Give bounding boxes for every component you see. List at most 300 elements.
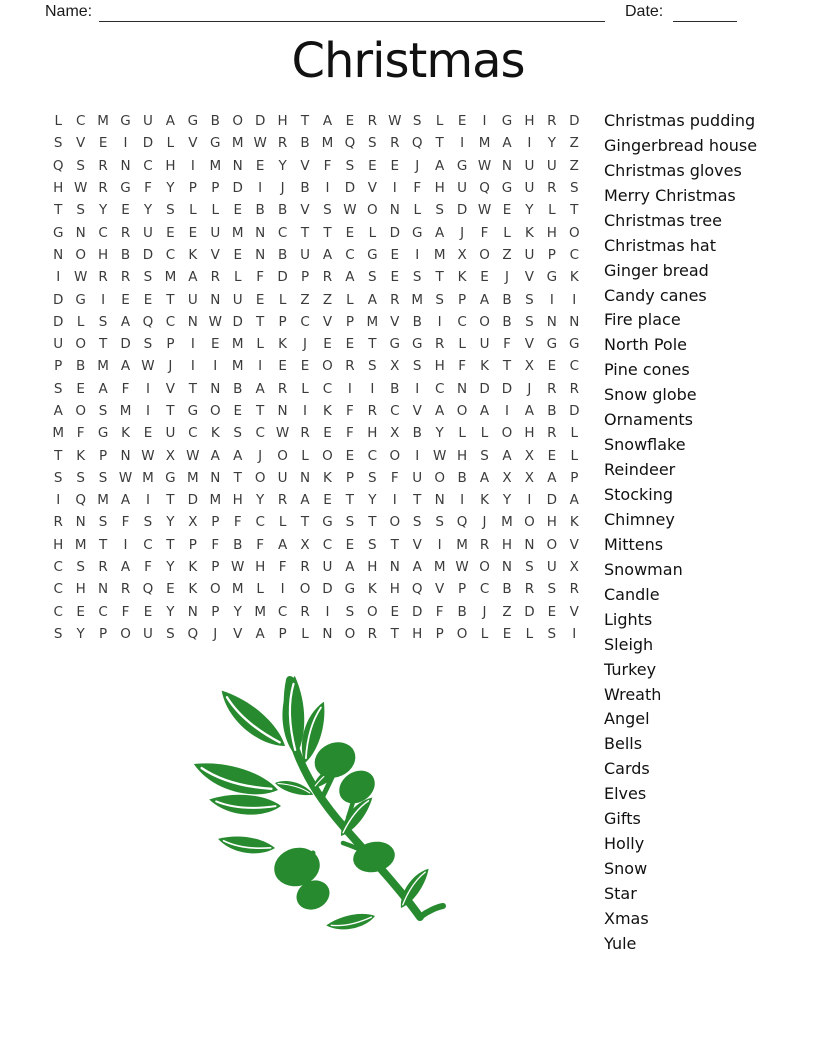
grid-letter: M: [321, 135, 334, 152]
grid-letter: E: [300, 358, 310, 375]
word-list-item: Yule: [604, 933, 637, 953]
grid-letter: Y: [278, 157, 287, 174]
grid-letter: H: [98, 246, 109, 263]
grid-letter: Q: [142, 581, 154, 598]
grid-letter: S: [143, 269, 153, 286]
grid-letter: A: [524, 403, 535, 419]
grid-letter: M: [411, 291, 424, 308]
word-list-item: Snow: [604, 859, 648, 879]
grid-letter: J: [213, 625, 218, 642]
grid-letter: R: [120, 269, 131, 286]
grid-letter: E: [233, 403, 242, 419]
grid-letter: K: [569, 269, 579, 286]
grid-letter: T: [368, 336, 377, 353]
grid-letter: E: [323, 425, 332, 442]
grid-letter: E: [547, 358, 557, 375]
grid-letter: H: [165, 157, 176, 174]
grid-letter: L: [256, 336, 264, 353]
grid-letter: O: [546, 536, 558, 553]
grid-letter: I: [123, 135, 128, 152]
grid-letter: S: [435, 202, 444, 219]
grid-letter: V: [435, 581, 445, 598]
grid-letter: Y: [435, 425, 444, 442]
grid-letter: B: [210, 113, 220, 130]
grid-letter: J: [460, 224, 465, 241]
grid-letter: S: [53, 625, 63, 642]
grid-letter: E: [188, 224, 198, 241]
grid-letter: G: [97, 425, 109, 442]
grid-letter: I: [325, 180, 330, 197]
grid-letter: E: [121, 202, 130, 219]
grid-letter: X: [524, 469, 535, 486]
grid-letter: K: [569, 514, 579, 531]
grid-letter: O: [389, 447, 401, 464]
grid-letter: G: [120, 180, 131, 197]
grid-letter: T: [166, 403, 175, 419]
grid-letter: C: [75, 113, 86, 130]
grid-letter: G: [501, 113, 513, 130]
grid-letter: I: [190, 157, 195, 174]
grid-letter: N: [389, 559, 400, 576]
grid-letter: O: [299, 581, 311, 598]
grid-letter: N: [457, 380, 468, 397]
grid-letter: E: [143, 291, 153, 308]
grid-letter: H: [255, 559, 266, 576]
grid-letter: T: [256, 313, 265, 330]
grid-letter: B: [277, 202, 288, 219]
grid-letter: I: [460, 135, 465, 152]
grid-letter: R: [390, 291, 400, 308]
grid-letter: F: [121, 514, 130, 531]
grid-letter: E: [390, 157, 400, 174]
grid-letter: C: [569, 358, 579, 375]
grid-letter: Z: [569, 157, 579, 174]
grid-letter: R: [277, 380, 288, 397]
grid-letter: R: [547, 180, 557, 197]
word-list-item: Wreath: [604, 684, 662, 704]
grid-letter: C: [165, 313, 176, 330]
word-list-item: Christmas hat: [604, 235, 716, 255]
grid-letter: E: [345, 447, 355, 464]
grid-letter: O: [456, 403, 468, 419]
grid-letter: H: [367, 559, 378, 576]
grid-letter: L: [413, 202, 421, 219]
grid-letter: B: [412, 425, 422, 442]
grid-letter: K: [457, 269, 467, 286]
grid-letter: S: [76, 469, 85, 486]
grid-letter: W: [118, 469, 133, 486]
grid-letter: I: [325, 603, 330, 620]
grid-letter: U: [53, 336, 64, 353]
word-list-item: Cards: [604, 759, 650, 779]
grid-letter: V: [569, 603, 579, 620]
grid-letter: A: [479, 469, 490, 486]
word-list-item: Stocking: [604, 485, 674, 505]
grid-letter: F: [346, 425, 354, 442]
grid-letter: N: [569, 313, 580, 330]
grid-letter: M: [209, 492, 222, 509]
grid-letter: B: [255, 202, 265, 219]
grid-letter: U: [546, 559, 557, 576]
grid-letter: T: [435, 135, 444, 152]
word-list-item: Gifts: [604, 809, 641, 829]
grid-letter: Y: [233, 603, 242, 620]
grid-letter: A: [53, 403, 63, 419]
grid-letter: A: [479, 403, 490, 419]
grid-letter: Y: [166, 180, 175, 197]
word-list-item: Turkey: [604, 659, 657, 679]
grid-letter: V: [412, 403, 422, 419]
grid-letter: U: [412, 469, 423, 486]
grid-letter: P: [211, 180, 220, 197]
grid-letter: S: [143, 336, 153, 353]
grid-letter: M: [164, 269, 177, 286]
grid-letter: O: [456, 625, 468, 642]
grid-letter: O: [524, 514, 535, 531]
grid-letter: L: [458, 425, 466, 442]
grid-letter: L: [76, 313, 85, 330]
grid-letter: C: [569, 246, 579, 263]
grid-letter: R: [98, 157, 108, 174]
grid-letter: B: [390, 380, 400, 397]
grid-letter: C: [255, 514, 265, 531]
grid-letter: T: [390, 625, 399, 642]
grid-letter: T: [233, 469, 242, 486]
grid-letter: W: [231, 559, 245, 576]
grid-letter: D: [479, 380, 490, 397]
grid-letter: S: [525, 313, 534, 330]
grid-letter: O: [501, 425, 513, 442]
grid-letter: M: [231, 581, 244, 598]
grid-letter: S: [435, 514, 444, 531]
grid-letter: N: [501, 157, 513, 174]
grid-letter: O: [367, 202, 378, 219]
grid-letter: P: [547, 246, 556, 263]
grid-letter: O: [389, 514, 401, 531]
grid-letter: I: [190, 336, 195, 353]
grid-letter: Y: [166, 603, 175, 620]
grid-letter: S: [76, 559, 85, 576]
grid-letter: M: [97, 113, 109, 130]
grid-letter: E: [255, 291, 265, 308]
grid-letter: I: [415, 447, 420, 464]
grid-letter: N: [53, 246, 64, 263]
grid-letter: I: [280, 581, 285, 598]
grid-letter: S: [53, 135, 63, 152]
grid-letter: C: [322, 380, 333, 397]
grid-letter: O: [322, 447, 333, 464]
grid-letter: B: [233, 536, 243, 553]
grid-letter: A: [188, 269, 198, 286]
grid-letter: E: [76, 603, 85, 620]
grid-letter: B: [502, 291, 512, 308]
grid-letter: A: [120, 559, 131, 576]
grid-letter: N: [120, 157, 131, 174]
grid-letter: O: [75, 403, 86, 419]
grid-letter: G: [569, 336, 580, 353]
word-list-item: Fire place: [604, 310, 681, 330]
grid-letter: R: [367, 625, 378, 642]
grid-letter: T: [166, 291, 175, 308]
grid-letter: G: [75, 291, 86, 308]
grid-letter: R: [277, 135, 288, 152]
grid-letter: N: [322, 625, 333, 642]
grid-letter: S: [412, 113, 422, 130]
word-list-item: Merry Christmas: [604, 185, 736, 205]
grid-letter: E: [502, 625, 512, 642]
grid-letter: A: [547, 469, 557, 486]
grid-letter: C: [457, 313, 467, 330]
grid-letter: E: [76, 380, 85, 397]
grid-letter: G: [52, 224, 64, 241]
grid-letter: I: [504, 403, 509, 419]
grid-letter: X: [390, 358, 400, 375]
grid-letter: Y: [525, 202, 534, 219]
grid-letter: C: [367, 447, 378, 464]
grid-letter: V: [524, 269, 535, 286]
grid-letter: O: [232, 113, 244, 130]
grid-letter: S: [525, 559, 534, 576]
grid-letter: L: [346, 291, 354, 308]
grid-letter: N: [98, 581, 109, 598]
grid-letter: H: [389, 581, 400, 598]
grid-letter: U: [546, 157, 557, 174]
grid-letter: U: [187, 291, 198, 308]
grid-letter: A: [322, 246, 333, 263]
grid-letter: M: [231, 358, 244, 375]
grid-letter: R: [547, 425, 557, 442]
grid-letter: T: [166, 536, 175, 553]
grid-letter: D: [569, 403, 580, 419]
grid-letter: U: [210, 224, 221, 241]
grid-letter: H: [434, 180, 445, 197]
grid-letter: N: [389, 202, 400, 219]
grid-letter: P: [211, 514, 220, 531]
grid-letter: I: [145, 403, 150, 419]
grid-letter: E: [278, 358, 287, 375]
grid-letter: A: [435, 403, 445, 419]
grid-letter: S: [368, 536, 377, 553]
grid-letter: E: [233, 202, 242, 219]
grid-letter: I: [460, 492, 465, 509]
grid-letter: U: [322, 559, 333, 576]
grid-letter: S: [345, 603, 355, 620]
grid-letter: E: [390, 269, 400, 286]
grid-letter: T: [98, 536, 108, 553]
grid-letter: F: [144, 180, 152, 197]
grid-letter: I: [56, 269, 61, 286]
grid-letter: S: [98, 514, 108, 531]
grid-letter: I: [145, 380, 150, 397]
grid-letter: C: [434, 380, 445, 397]
grid-letter: C: [143, 157, 153, 174]
grid-letter: S: [76, 157, 85, 174]
grid-letter: S: [480, 447, 489, 464]
grid-letter: I: [437, 313, 442, 330]
grid-letter: O: [367, 603, 378, 620]
grid-letter: M: [119, 403, 132, 419]
grid-letter: W: [141, 358, 155, 375]
grid-letter: A: [345, 269, 355, 286]
name-fill-in-line: [99, 1, 605, 22]
grid-letter: V: [76, 135, 86, 152]
grid-letter: E: [547, 447, 557, 464]
grid-letter: F: [278, 559, 287, 576]
grid-letter: R: [547, 113, 557, 130]
grid-letter: U: [300, 246, 310, 263]
grid-letter: D: [546, 492, 558, 509]
grid-letter: T: [300, 113, 310, 130]
grid-letter: G: [210, 135, 221, 152]
grid-letter: X: [502, 469, 512, 486]
grid-letter: E: [98, 135, 108, 152]
grid-letter: Y: [143, 202, 153, 219]
word-list-item: Elves: [604, 784, 647, 804]
grid-letter: D: [412, 603, 423, 620]
grid-letter: K: [367, 581, 377, 598]
grid-letter: S: [435, 291, 444, 308]
word-list-item: Star: [604, 884, 637, 904]
grid-letter: Q: [411, 135, 423, 152]
grid-letter: N: [501, 559, 513, 576]
grid-letter: O: [479, 313, 490, 330]
grid-letter: L: [458, 336, 466, 353]
grid-letter: T: [390, 536, 399, 553]
grid-letter: W: [432, 447, 447, 464]
grid-letter: D: [232, 180, 243, 197]
grid-letter: C: [322, 536, 333, 553]
date-label: Date:: [625, 3, 664, 20]
grid-letter: R: [98, 180, 108, 197]
grid-letter: U: [277, 469, 288, 486]
grid-letter: L: [301, 380, 309, 397]
grid-letter: H: [501, 536, 513, 553]
grid-letter: A: [502, 447, 512, 464]
grid-letter: M: [187, 469, 199, 486]
grid-letter: R: [98, 269, 108, 286]
grid-letter: M: [231, 135, 244, 152]
grid-letter: X: [569, 559, 579, 576]
word-list-item: Angel: [604, 709, 650, 729]
grid-letter: E: [345, 536, 355, 553]
grid-letter: E: [166, 224, 175, 241]
grid-letter: F: [121, 380, 130, 397]
grid-letter: E: [323, 336, 332, 353]
grid-letter: E: [143, 603, 153, 620]
grid-letter: H: [232, 492, 243, 509]
grid-letter: U: [143, 224, 153, 241]
grid-letter: P: [99, 447, 108, 464]
grid-letter: U: [524, 157, 535, 174]
grid-letter: P: [278, 625, 287, 642]
grid-letter: K: [480, 492, 489, 509]
word-list-item: Mittens: [604, 534, 664, 554]
grid-letter: A: [277, 536, 288, 553]
grid-letter: L: [480, 425, 489, 442]
grid-letter: R: [277, 492, 288, 509]
grid-letter: F: [144, 559, 152, 576]
grid-letter: I: [392, 180, 397, 197]
grid-letter: R: [367, 403, 378, 419]
grid-letter: S: [345, 157, 355, 174]
grid-letter: B: [547, 403, 557, 419]
grid-letter: M: [209, 157, 222, 174]
grid-letter: Y: [166, 514, 175, 531]
grid-letter: M: [97, 358, 109, 375]
grid-letter: K: [524, 224, 534, 241]
grid-letter: G: [187, 113, 199, 130]
grid-letter: G: [389, 336, 401, 353]
grid-letter: S: [53, 469, 63, 486]
grid-letter: Z: [569, 135, 579, 152]
grid-letter: C: [390, 403, 400, 419]
grid-letter: N: [232, 157, 243, 174]
grid-letter: L: [233, 269, 242, 286]
grid-letter: V: [300, 157, 310, 174]
grid-letter: V: [300, 202, 310, 219]
grid-letter: N: [75, 224, 86, 241]
word-list-item: Snow globe: [604, 385, 697, 405]
grid-letter: H: [546, 514, 557, 531]
grid-letter: L: [166, 135, 175, 152]
word-list-item: Pine cones: [604, 360, 690, 380]
grid-letter: L: [548, 202, 556, 219]
grid-letter: Q: [75, 492, 86, 509]
grid-letter: N: [120, 447, 131, 464]
grid-letter: Q: [344, 135, 356, 152]
grid-letter: S: [368, 269, 377, 286]
grid-letter: X: [188, 514, 198, 531]
grid-letter: D: [524, 603, 535, 620]
grid-letter: E: [457, 113, 467, 130]
word-list-item: Ginger bread: [604, 260, 709, 280]
grid-letter: N: [210, 469, 221, 486]
grid-letter: A: [120, 492, 131, 509]
grid-letter: H: [53, 180, 64, 197]
grid-letter: D: [53, 313, 64, 330]
grid-letter: I: [437, 536, 442, 553]
grid-letter: L: [570, 447, 579, 464]
grid-letter: O: [434, 469, 445, 486]
grid-letter: M: [231, 224, 244, 241]
grid-letter: I: [549, 291, 554, 308]
grid-letter: C: [53, 581, 63, 598]
grid-letter: O: [479, 246, 490, 263]
grid-letter: Z: [502, 603, 512, 620]
grid-letter: J: [482, 603, 487, 620]
grid-letter: F: [256, 536, 265, 553]
grid-letter: H: [457, 447, 468, 464]
grid-letter: A: [569, 492, 579, 509]
grid-letter: H: [524, 425, 535, 442]
grid-letter: V: [390, 313, 400, 330]
grid-letter: A: [412, 559, 422, 576]
grid-letter: C: [277, 224, 288, 241]
grid-letter: W: [477, 202, 492, 219]
grid-letter: I: [572, 291, 577, 308]
grid-letter: I: [392, 492, 397, 509]
grid-letter: L: [503, 224, 511, 241]
grid-letter: Z: [300, 291, 310, 308]
grid-letter: S: [368, 469, 377, 486]
grid-letter: P: [211, 559, 220, 576]
grid-letter: K: [76, 447, 86, 464]
grid-letter: I: [482, 113, 487, 130]
grid-letter: M: [433, 246, 446, 263]
grid-letter: O: [344, 625, 356, 642]
grid-letter: H: [367, 425, 378, 442]
grid-letter: P: [458, 581, 467, 598]
